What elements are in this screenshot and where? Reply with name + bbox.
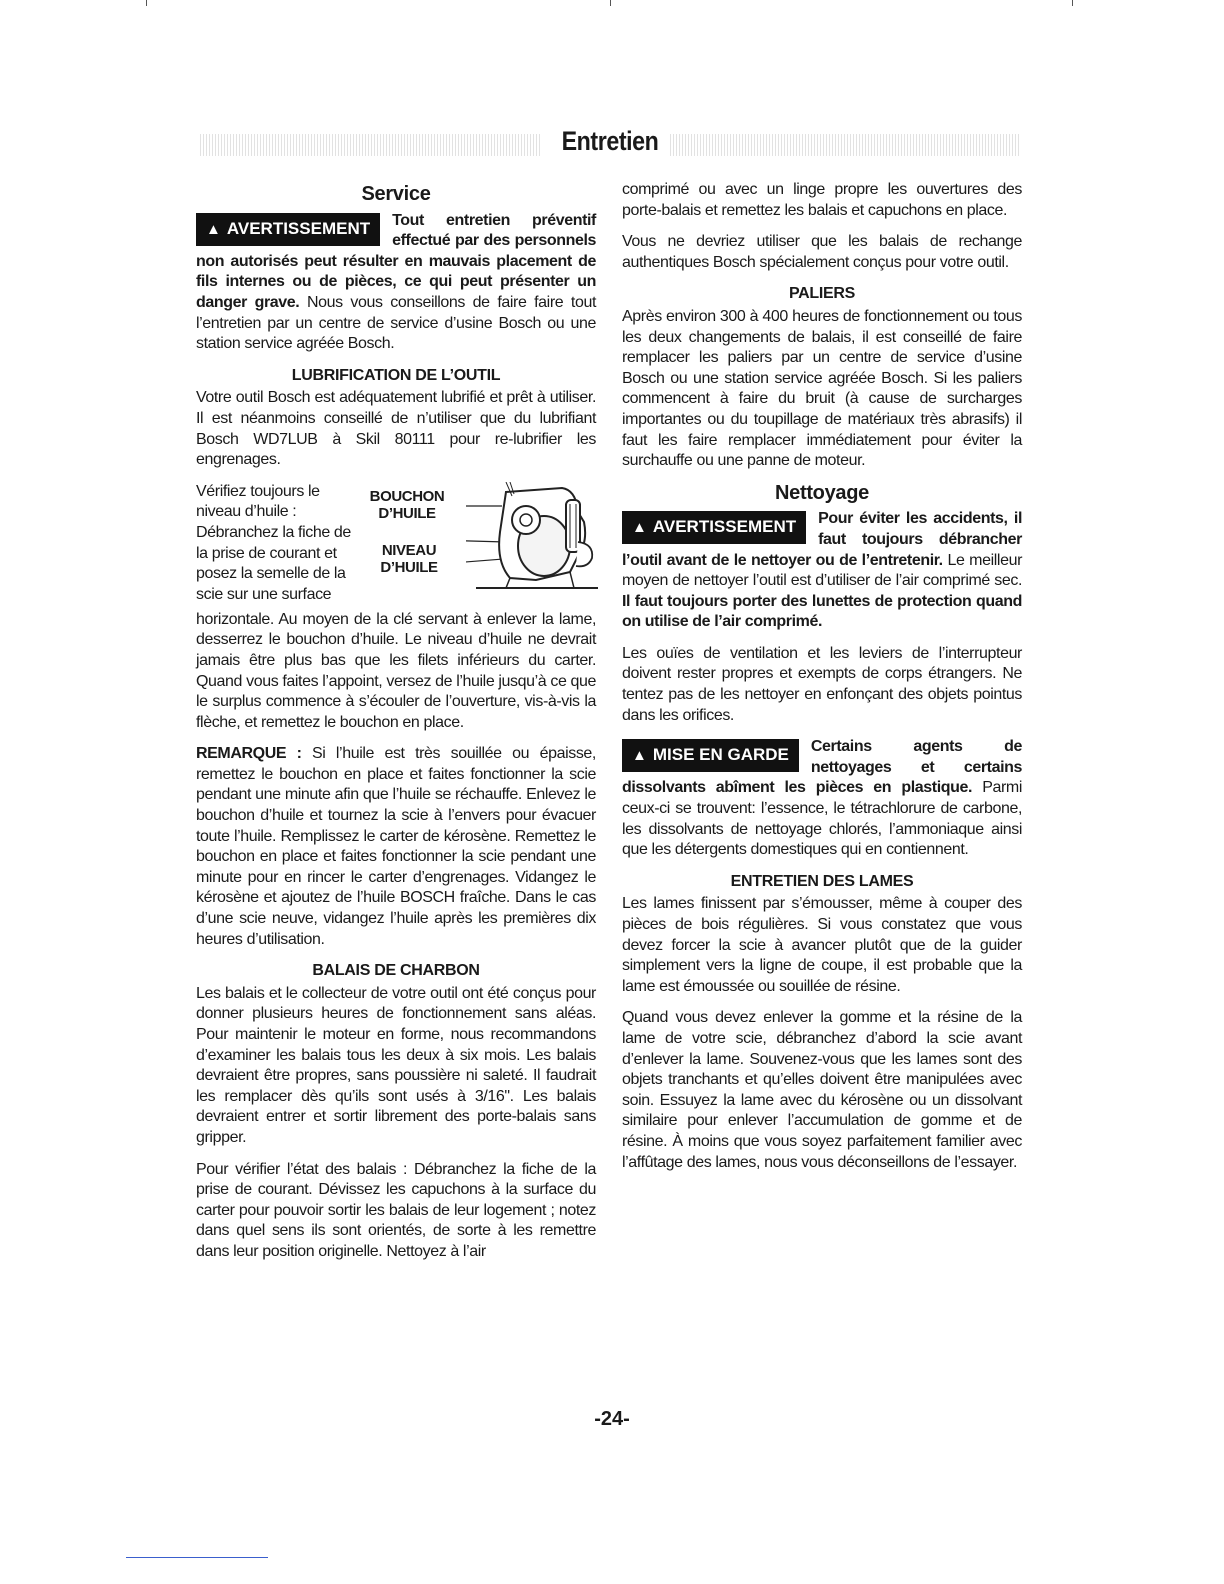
warning-badge [622, 511, 806, 544]
nettoyage-heading: Nettoyage [775, 481, 869, 504]
warning-bold-text: Pour éviter les accidents, il faut toujours débrancher l’outil avant de le nettoyer ou de l’entretenir. [622, 510, 1022, 569]
caution-bold-text: Certains agents de nettoyages et certains dissolvants abîment les pièces en plastique. [622, 738, 1022, 797]
warning-text: Le meilleur moyen de nettoyer l’outil est d’utiliser de l’air comprimé sec. [622, 551, 1022, 590]
balais-paragraph-3: Vous ne devriez utiliser que les balais de rechange authentiques Bosch spécialement conçus pour votre outil. [622, 233, 1022, 271]
warning-badge-label: AVERTISSEMENT [652, 517, 797, 537]
nettoyage-paragraph: Les ouïes de ventilation et les leviers de l’interrupteur doivent rester propres et exempts de corps étrangers. Ne tentez pas de les nettoyer en enfonçant des objets pointus dans les orifices. [622, 644, 1022, 724]
caution-badge-label: MISE EN GARDE [652, 745, 789, 765]
warning-text: Nous vous conseillons de faire faire tout l’entretien par un centre de service d’usine Bosch ou une station service agréée Bosch. [196, 293, 596, 353]
lames-paragraph-2: Quand vous devez enlever la gomme et la résine de la lame de votre scie, débranchez d’abord la scie avant d’enlever la lame. Souvenez-vous que les lames sont des objets tranchants et qu’elles doivent être manipulées avec soin. Essuyez la lame avec du kérosène ou un dissolvant similaire pour enlever l’accumulation de gomme et de résine. À moins que vous soyez parfaitement familier avec l’affûtage des lames, nous vous déconseillons de l’essayer. [622, 1009, 1022, 1171]
lames-paragraph-1: Les lames finissent par s’émousser, même à couper des pièces de bois régulières. Si vous constatez que vous devez forcer la scie à avancer plutôt que de la guider simplement vers la ligne de coupe, il est probable que la lame est émoussée ou souillée de résine. [622, 895, 1022, 995]
crop-mark [146, 0, 147, 6]
warning-badge-label: AVERTISSEMENT [226, 218, 371, 238]
left-column [196, 180, 596, 1274]
label-dhuile-2: D’HUILE [380, 558, 438, 576]
label-bouchon: BOUCHON [369, 487, 445, 505]
balais-paragraph-2: Pour vérifier l’état des balais : Débranchez la fiche de la prise de courant. Dévissez les capuchons à la surface du carter pour pouvoir sortir les balais de leur logement ; notez dans quel sens ils sont orientés, de sorte à les remettre dans leur position originelle. Nettoyez à l’air [196, 1160, 596, 1260]
lubrification-heading: LUBRIFICATION DE L’OUTIL [291, 366, 501, 384]
warning-triangle-icon: ▲ [632, 747, 647, 765]
balais-continued: comprimé ou avec un linge propre les ouvertures des porte-balais et remettez les balais et capuchons en place. [622, 181, 1022, 219]
remarque-label: REMARQUE : [196, 745, 302, 763]
caution-text: Parmi ceux-ci se trouvent: l’essence, le tétrachlorure de carbone, les dissolvants de nettoyage chlorés, l’ammoniaque ainsi que les détergents domestiques qui en contiennent. [622, 779, 1022, 859]
warning-triangle-icon: ▲ [632, 519, 647, 537]
service-heading: Service [361, 183, 431, 205]
right-column [622, 180, 1022, 1184]
warning-bold-text: Tout entretien préventif effectué par des personnels non autorisés peut résulter en mauvais placement de fils internes ou de pièces, ce qui peut présenter un danger grave. [196, 211, 596, 311]
oil-level-paragraph: horizontale. Au moyen de la clé servant à enlever la lame, desserrez le bouchon d’huile. Le niveau d’huile ne devrait jamais être plus bas que les filets inférieurs du carter. Quand vous faites l’appoint, versez de l’huile jusqu’à ce que le surplus commence à s’écouler de l’ouverture, vis-à-vis la flèche, et remettez le bouchon en place. [196, 610, 596, 731]
oil-level-figure-row [196, 482, 596, 610]
figure-side-text: Vérifiez toujours le niveau d’huile : Débranchez la fiche de la prise de courant et posez la semelle de la scie sur une surface [196, 482, 351, 603]
page-number: -24- [594, 1408, 630, 1430]
service-warning [196, 211, 596, 355]
balais-heading: BALAIS DE CHARBON [312, 962, 480, 980]
crop-mark [1072, 0, 1073, 6]
caution-badge [622, 739, 799, 772]
nettoyage-warning [622, 509, 1022, 633]
gearbox-illustration [466, 482, 598, 610]
balais-paragraph-1: Les balais et le collecteur de votre outil ont été conçus pour donner plusieurs heures de fonctionnement sans aléas. Pour maintenir le moteur en forme, nous recommandons d’examiner les balais tous les deux à six mois. Les balais devraient être propres, sans poussière ni saleté. Il faudrait les remplacer dès qu’ils sont usés à 3/16". Les balais devraient entrer et sortir librement des porte-balais sans gripper. [196, 984, 596, 1146]
label-niveau: NIVEAU [381, 541, 437, 559]
label-niveau-huile [376, 542, 442, 576]
paliers-paragraph: Après environ 300 à 400 heures de fonctionnement ou tous les deux changements de balais, il est conseillé de faire remplacer les paliers par un centre de service d’usine Bosch ou une station service agréée Bosch. Si les paliers commencent à faire du bruit (à cause de surcharges importantes ou du toupillage de matériaux très abrasifs) il faut les faire remplacer immédiatement pour éviter la surchauffe ou une panne de moteur. [622, 307, 1022, 470]
warning-badge [196, 213, 380, 246]
remarque-text: Si l’huile est très souillée ou épaisse, remettez le bouchon en place et faites fonctionner la scie pendant une minute afin que l’huile se réchauffe. Enlevez le bouchon d’huile et tournez la scie à l’envers pour évacuer toute l’huile. Remplissez le carter de kérosène. Remettez le bouchon en place et faites fonctionner la scie pendant une minute pour en rincer le carter d’engrenages. Vidangez le kérosène et ajoutez de l’huile BOSCH fraîche. Dans le cas d’une scie neuve, vidangez l’huile après les premières dix heures d’utilisation. [196, 745, 596, 948]
paliers-heading: PALIERS [788, 285, 856, 303]
warning-triangle-icon: ▲ [206, 220, 221, 238]
footer-rule [126, 1557, 268, 1558]
remarque-paragraph [196, 744, 596, 950]
lames-heading: ENTRETIEN DES LAMES [730, 872, 914, 890]
page-title: Entretien [561, 126, 659, 156]
label-bouchon-huile [366, 488, 448, 522]
crop-mark [610, 0, 611, 6]
warning-bold-text-2: Il faut toujours porter des lunettes de protection quand on utilise de l’air comprimé. [622, 592, 1022, 631]
label-dhuile-1: D’HUILE [378, 504, 436, 522]
section-title-bar [200, 122, 1020, 168]
caution-block [622, 737, 1022, 861]
lubrification-paragraph: Votre outil Bosch est adéquatement lubrifié et prêt à utiliser. Il est néanmoins conseillé de n’utiliser que du lubrifiant Bosch WD7LUB à Skil 80111 pour re-lubrifier les engrenages. [196, 389, 596, 469]
